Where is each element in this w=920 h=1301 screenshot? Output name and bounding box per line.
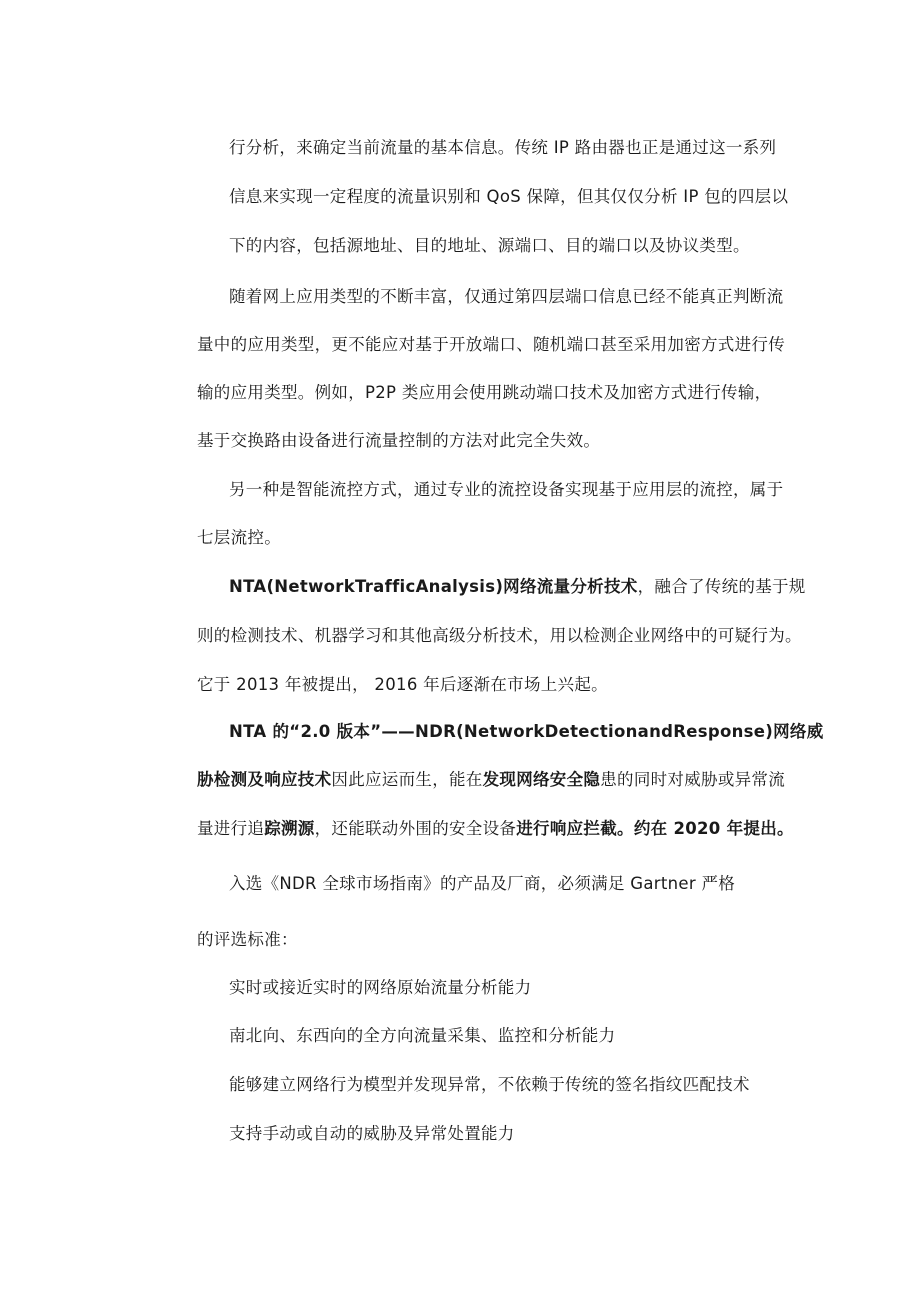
bold-text-run: 进行响应拦截。约在 2020 年提出。: [516, 819, 794, 838]
list-item: [229, 1073, 750, 1097]
paragraph-line: [229, 872, 735, 896]
text-run: 能够建立网络行为模型并发现异常，不依赖于传统的签名指纹匹配技术: [229, 1075, 750, 1094]
text-run: 患的同时对威胁或异常流: [600, 770, 786, 789]
text-run: 支持手动或自动的威胁及异常处置能力: [229, 1124, 515, 1143]
paragraph-line: [197, 928, 298, 952]
paragraph-line: [229, 136, 776, 160]
paragraph-line: [229, 285, 783, 309]
paragraph-line: [197, 817, 794, 841]
bold-text-run: 胁检测及响应技术: [197, 770, 332, 789]
text-run: 因此应运而生，能在: [331, 770, 483, 789]
text-run: 它于 2013 年被提出， 2016 年后逐渐在市场上兴起。: [197, 675, 608, 694]
text-run: 输的应用类型。例如，P2P 类应用会使用跳动端口技术及加密方式进行传输，: [197, 383, 772, 402]
paragraph-line: [229, 720, 824, 744]
paragraph-line: [197, 768, 785, 792]
list-item: [229, 976, 531, 1000]
paragraph-line: [197, 673, 608, 697]
text-run: 量中的应用类型，更不能应对基于开放端口、随机端口甚至采用加密方式进行传: [197, 335, 785, 354]
text-run: 行分析，来确定当前流量的基本信息。传统 IP 路由器也正是通过这一系列: [229, 138, 777, 157]
paragraph-line: [197, 526, 281, 550]
paragraph-line: [229, 575, 806, 599]
bold-text-run: 踪溯源: [264, 819, 315, 838]
text-run: 入选《NDR 全球市场指南》的产品及厂商，必须满足 Gartner 严格: [229, 874, 736, 893]
text-run: 南北向、东西向的全方向流量采集、监控和分析能力: [229, 1026, 616, 1045]
text-run: ，融合了传统的基于规: [637, 577, 806, 596]
text-run: 下的内容，包括源地址、目的地址、源端口、目的端口以及协议类型。: [229, 236, 750, 255]
list-item: [229, 1024, 615, 1048]
paragraph-line: [229, 478, 783, 502]
text-run: 实时或接近实时的网络原始流量分析能力: [229, 978, 532, 997]
paragraph-line: [197, 624, 802, 648]
paragraph-line: [197, 333, 785, 357]
text-run: 基于交换路由设备进行流量控制的方法对此完全失效。: [197, 431, 601, 450]
bold-text-run: NTA 的“2.0 版本”——NDR(NetworkDetectionandResponse)网络威: [229, 722, 824, 741]
list-item: [229, 1122, 515, 1146]
text-run: 另一种是智能流控方式，通过专业的流控设备实现基于应用层的流控，属于: [229, 480, 784, 499]
paragraph-line: [197, 381, 771, 405]
text-run: 的评选标准：: [197, 930, 298, 949]
paragraph-line: [229, 185, 788, 209]
text-run: 量进行追: [197, 819, 265, 838]
bold-text-run: 发现网络安全隐: [482, 770, 601, 789]
text-run: ，还能联动外围的安全设备: [314, 819, 517, 838]
paragraph-line: [229, 234, 750, 258]
bold-text-run: NTA(NetworkTrafficAnalysis)网络流量分析技术: [229, 577, 638, 596]
text-run: 七层流控。: [197, 528, 281, 547]
paragraph-line: [197, 429, 600, 453]
text-run: 信息来实现一定程度的流量识别和 QoS 保障，但其仅仅分析 IP 包的四层以: [229, 187, 789, 206]
text-run: 随着网上应用类型的不断丰富，仅通过第四层端口信息已经不能真正判断流: [229, 287, 784, 306]
text-run: 则的检测技术、机器学习和其他高级分析技术，用以检测企业网络中的可疑行为。: [197, 626, 802, 645]
